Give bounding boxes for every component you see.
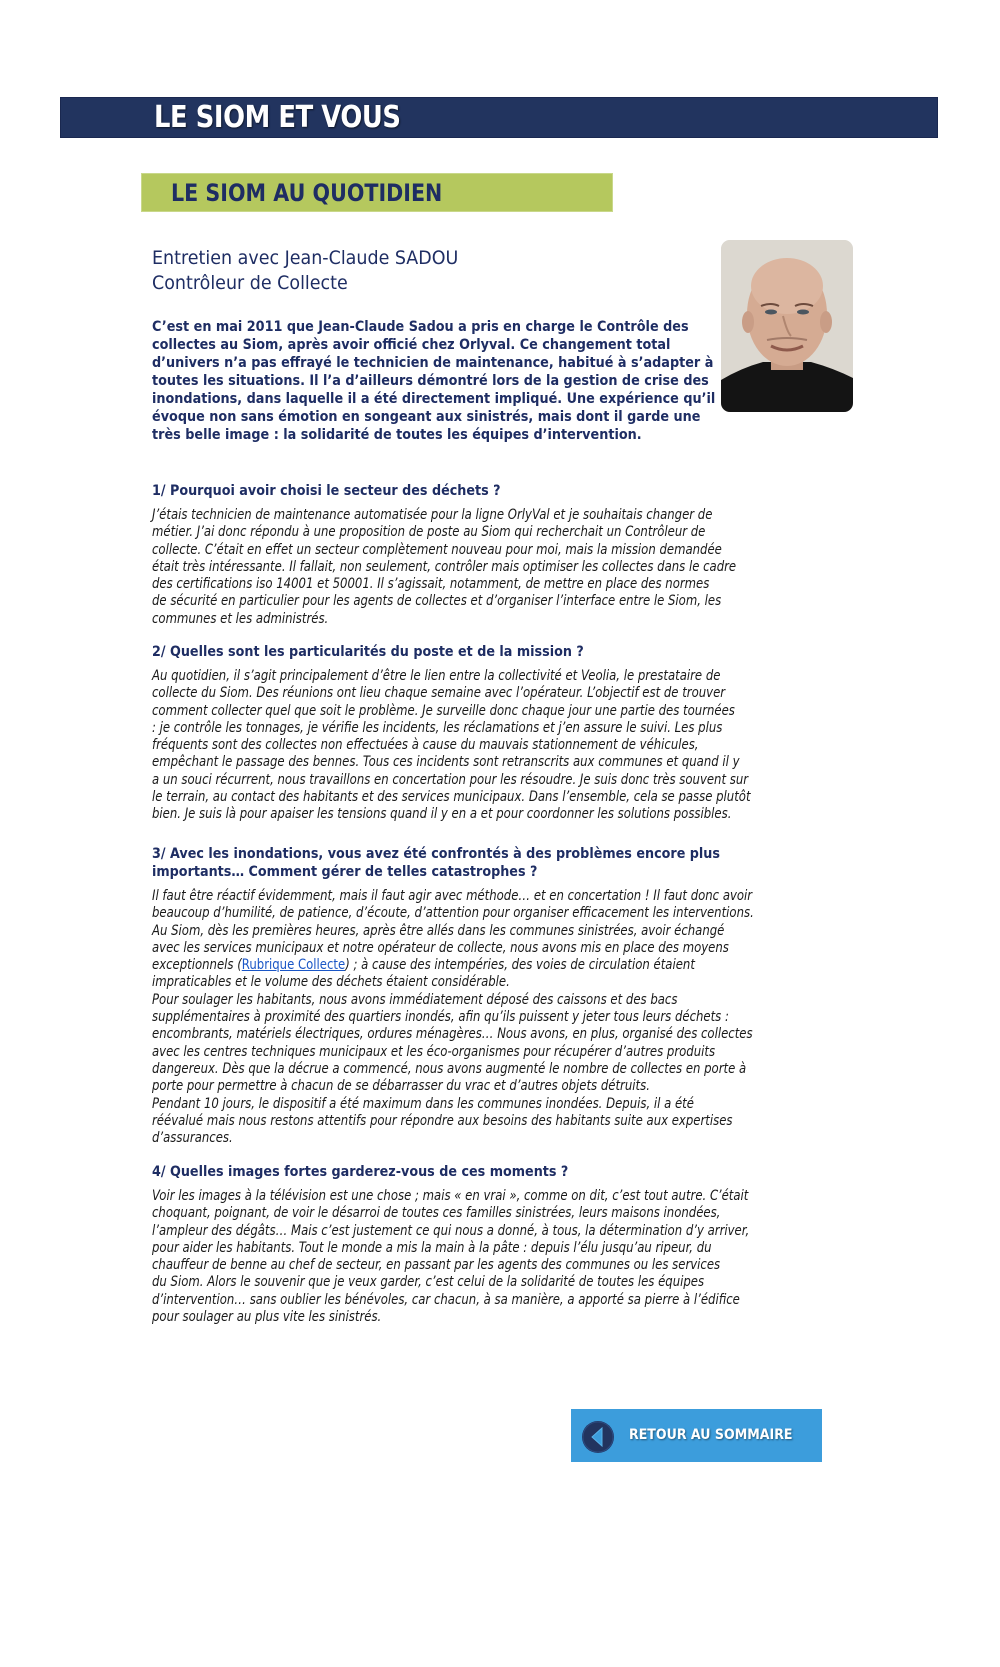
- section-banner: [60, 97, 938, 138]
- intro-line: toutes les situations. Il l’a d’ailleurs démontré lors de la gestion de crise des: [152, 373, 709, 389]
- article-title: [152, 246, 485, 296]
- answer-line: le terrain, au contact des habitants et des services municipaux. Dans l’ensemble, cela se passe plutôt: [152, 789, 751, 806]
- answer-line: : je contrôle les tonnages, je vérifie les incidents, les réclamations et j’en assure le suivi. Les plus: [152, 719, 723, 736]
- intro-line: collectes au Siom, après avoir officié chez Orlyval. Ce changement total: [152, 337, 671, 353]
- answer-line: collecte. C’était en effet un secteur complètement nouveau pour moi, mais la mission demandée: [152, 541, 722, 558]
- question-heading-line: 3/ Avec les inondations, vous avez été confrontés à des problèmes encore plus: [152, 846, 720, 862]
- answer-line: d’intervention… sans oublier les bénévoles, car chacun, à sa manière, a apporté sa pierre à l’édifice: [152, 1291, 740, 1308]
- answer-line: avec les services municipaux et notre opérateur de collecte, nous avons mis en place des moyens: [152, 939, 729, 956]
- answer-line-with-link: [152, 957, 720, 974]
- answer-line: pour aider les habitants. Tout le monde a mis la main à la pâte : depuis l’élu jusqu’au ripeur, du: [152, 1239, 712, 1256]
- answer-line: communes et les administrés.: [152, 610, 329, 627]
- article-intro: [152, 318, 716, 444]
- answer-line: collecte du Siom. Des réunions ont lieu chaque semaine avec l’opérateur. L’objectif est de trouver: [152, 685, 726, 702]
- return-to-summary-button[interactable]: [571, 1409, 822, 1462]
- answer-line: encombrants, matériels électriques, ordures ménagères… Nous avons, en plus, organisé des collectes: [152, 1026, 753, 1043]
- answer-line: des certifications iso 14001 et 50001. Il s’agissait, notamment, de mettre en place des normes: [152, 576, 710, 593]
- portrait-illustration: [721, 240, 853, 412]
- question-heading-line: 1/ Pourquoi avoir choisi le secteur des déchets ?: [152, 483, 501, 499]
- answer-line: choquant, poignant, de voir le désarroi de toutes ces familles sinistrées, leurs maisons inondées,: [152, 1205, 721, 1222]
- question-2-heading: [152, 643, 643, 661]
- intro-line: évoque non sans émotion en songeant aux sinistrés, mais dont il garde une: [152, 409, 701, 425]
- answer-line: métier. J’ai donc répondu à une proposition de poste au Siom qui recherchait un Contrôleur de: [152, 524, 706, 541]
- answer-line: était très intéressante. Il fallait, non seulement, contrôler mais optimiser les collectes dans le cadre: [152, 558, 737, 575]
- rubrique-collecte-link[interactable]: Rubrique Collecte: [241, 957, 346, 974]
- answer-line: Au Siom, dès les premières heures, après être allés dans les communes sinistrées, avoir échangé: [152, 922, 725, 939]
- question-2-answer: [152, 668, 832, 824]
- answer-line: avec les centres techniques municipaux et les éco-organismes pour récupérer d’autres produits: [152, 1043, 716, 1060]
- answer-line: réévalué mais nous restons attentifs pour répondre aux besoins des habitants suite aux expertises: [152, 1112, 733, 1129]
- question-4-heading: [152, 1163, 625, 1181]
- section-title: LE SIOM ET VOUS: [154, 100, 401, 135]
- question-heading-line: importants… Comment gérer de telles catastrophes ?: [152, 864, 538, 880]
- answer-line: chauffeur de benne au chef de secteur, en passant par les agents des communes ou les services: [152, 1257, 721, 1274]
- subsection-title: LE SIOM AU QUOTIDIEN: [171, 179, 443, 207]
- answer-line: porte pour permettre à chacun de se débarrasser du vrac et d’autres objets détruits.: [152, 1078, 650, 1095]
- answer-line: Pour soulager les habitants, nous avons immédiatement déposé des caissons et des bacs: [152, 991, 678, 1008]
- answer-line: du Siom. Alors le souvenir que je veux garder, c’est celui de la solidarité de toutes les équipes: [152, 1274, 705, 1291]
- question-3-answer: [152, 888, 832, 1147]
- answer-text: exceptionnels (: [152, 957, 242, 974]
- answer-line: Il faut être réactif évidemment, mais il faut agir avec méthode… et en concertation ! Il faut donc avoir: [152, 888, 753, 904]
- question-3-heading: [152, 845, 797, 881]
- answer-text: ) ; à cause des intempéries, des voies de circulation étaient: [345, 957, 695, 974]
- answer-line: Au quotidien, il s’agit principalement d’être le lien entre la collectivité et Veolia, le prestataire de: [152, 668, 721, 684]
- answer-line: beaucoup d’humilité, de patience, d’écoute, d’attention pour organiser efficacement les interventions.: [152, 905, 754, 922]
- answer-line: pour soulager au plus vite les sinistrés.: [152, 1309, 382, 1326]
- answer-line: de sécurité en particulier pour les agents de collectes et d’organiser l’interface entre le Siom, les: [152, 593, 722, 610]
- intro-line: d’univers n’a pas effrayé le technicien de maintenance, habitué à s’adapter à: [152, 355, 714, 371]
- intro-line: inondations, dans laquelle il a été directement impliqué. Une expérience qu’il: [152, 391, 716, 407]
- answer-line: impraticables et le volume des déchets étaient considérable.: [152, 974, 510, 991]
- answer-line: empêchant le passage des bennes. Tous ces incidents sont retranscrits aux communes et quand il y: [152, 754, 740, 771]
- return-to-summary-label: RETOUR AU SOMMAIRE: [629, 1427, 793, 1443]
- answer-line: d’assurances.: [152, 1130, 233, 1147]
- question-4-answer: [152, 1188, 832, 1326]
- question-1-heading: [152, 482, 548, 500]
- answer-line: Voir les images à la télévision est une chose ; mais « en vrai », comme on dit, c’est tout autre. C’était: [152, 1188, 749, 1204]
- question-heading-line: 2/ Quelles sont les particularités du poste et de la mission ?: [152, 644, 584, 660]
- article-subtitle-line: Contrôleur de Collecte: [152, 272, 348, 294]
- answer-line: fréquents sont des collectes non effectuées à cause du mauvais stationnement de véhicules,: [152, 737, 699, 754]
- chevron-left-circle-icon: [582, 1421, 614, 1453]
- answer-line: Pendant 10 jours, le dispositif a été maximum dans les communes inondées. Depuis, il a été: [152, 1095, 694, 1112]
- intro-line: C’est en mai 2011 que Jean-Claude Sadou a pris en charge le Contrôle des: [152, 319, 689, 335]
- article-title-line: Entretien avec Jean-Claude SADOU: [152, 247, 459, 269]
- answer-line: bien. Je suis là pour apaiser les tensions quand il y en a et pour coordonner les solutions possibles.: [152, 806, 732, 823]
- answer-line: l’ampleur des dégâts… Mais c’est justement ce qui nous a donné, à tous, la détermination d’y arriver,: [152, 1222, 750, 1239]
- answer-line: J’étais technicien de maintenance automatisée pour la ligne OrlyVal et je souhaitais changer de: [152, 507, 713, 523]
- answer-line: comment collecter quel que soit le problème. Je surveille donc chaque jour une partie des tournées: [152, 702, 735, 719]
- question-heading-line: 4/ Quelles images fortes garderez-vous de ces moments ?: [152, 1164, 569, 1180]
- answer-line: supplémentaires à proximité des quartiers inondés, afin qu’ils puissent y jeter tous leurs déchets :: [152, 1009, 729, 1026]
- portrait-photo: [721, 240, 853, 412]
- intro-line: très belle image : la solidarité de toutes les équipes d’intervention.: [152, 427, 642, 443]
- question-1-answer: [152, 507, 832, 628]
- answer-line: dangereux. Dès que la décrue a commencé, nous avons augmenté le nombre de collectes en porte à: [152, 1060, 747, 1077]
- answer-line: a un souci récurrent, nous travaillons en concertation pour les résoudre. Je suis donc très souvent sur: [152, 771, 749, 788]
- subsection-banner: [141, 173, 613, 212]
